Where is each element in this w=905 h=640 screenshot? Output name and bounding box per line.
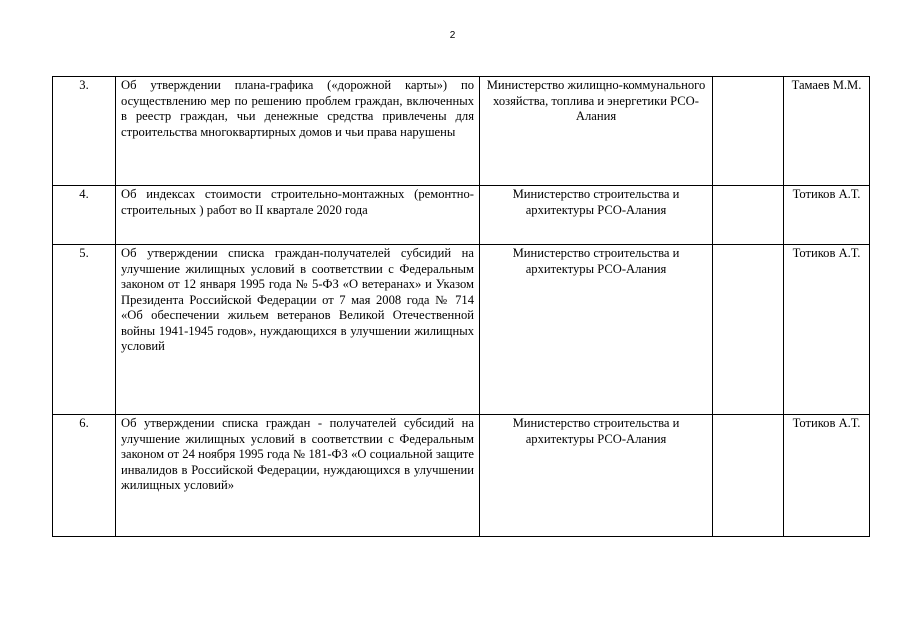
row-empty-cell xyxy=(713,77,784,186)
row-title xyxy=(116,245,480,415)
row-number: 3. xyxy=(53,77,116,186)
row-organization: Министерство жилищно-коммунального хозяйства, топлива и энергетики РСО-Алания xyxy=(480,77,713,186)
row-number: 6. xyxy=(53,415,116,537)
row-number: 5. xyxy=(53,245,116,415)
row-empty-cell xyxy=(713,186,784,245)
row-title-text: Об утверждении списка граждан - получателей субсидий на улучшение жилищных условий в соответствии с Федеральным законом от 24 ноября 1995 года № 181-ФЗ «О социальной защите инвалидов в Российской Федерации, нуждающихся в улучшении жилищных условий» xyxy=(121,416,474,492)
page-number: 2 xyxy=(449,30,456,41)
table-row xyxy=(53,186,870,245)
row-responsible-person: Тотиков А.Т. xyxy=(784,415,870,537)
row-organization: Министерство строительства и архитектуры РСО-Алания xyxy=(480,245,713,415)
row-title-text: Об утверждении списка граждан-получателей субсидий на улучшение жилищных условий в соответствии с Федеральным законом от 12 января 1995 года № 5-ФЗ «О ветеранах» и Указом Президента Российской Федерации от 7 мая 2008 года № 714 «Об обеспечении жильем ветеранов Великой Отечественной войны 1941-1945 годов», нуждающихся в улучшении жилищных условий xyxy=(121,246,474,353)
row-title-text: Об индексах стоимости строительно-монтажных (ремонтно-строительных ) работ во II квартале 2020 года xyxy=(121,187,474,217)
row-responsible-person: Тамаев М.М. xyxy=(784,77,870,186)
row-organization: Министерство строительства и архитектуры РСО-Алания xyxy=(480,186,713,245)
table-row xyxy=(53,245,870,415)
row-organization: Министерство строительства и архитектуры РСО-Алания xyxy=(480,415,713,537)
row-number: 4. xyxy=(53,186,116,245)
row-responsible-person: Тотиков А.Т. xyxy=(784,245,870,415)
row-title xyxy=(116,77,480,186)
row-title-text: Об утверждении плана-графика («дорожной карты») по осуществлению мер по решению проблем граждан, включенных в реестр граждан, чьи денежные средства привлечены для строительства многоквартирных домов и чьи права нарушены xyxy=(121,78,474,139)
row-title xyxy=(116,186,480,245)
table-row xyxy=(53,77,870,186)
row-responsible-person: Тотиков А.Т. xyxy=(784,186,870,245)
row-empty-cell xyxy=(713,415,784,537)
row-empty-cell xyxy=(713,245,784,415)
agenda-table xyxy=(52,76,870,537)
row-title xyxy=(116,415,480,537)
table-row xyxy=(53,415,870,537)
